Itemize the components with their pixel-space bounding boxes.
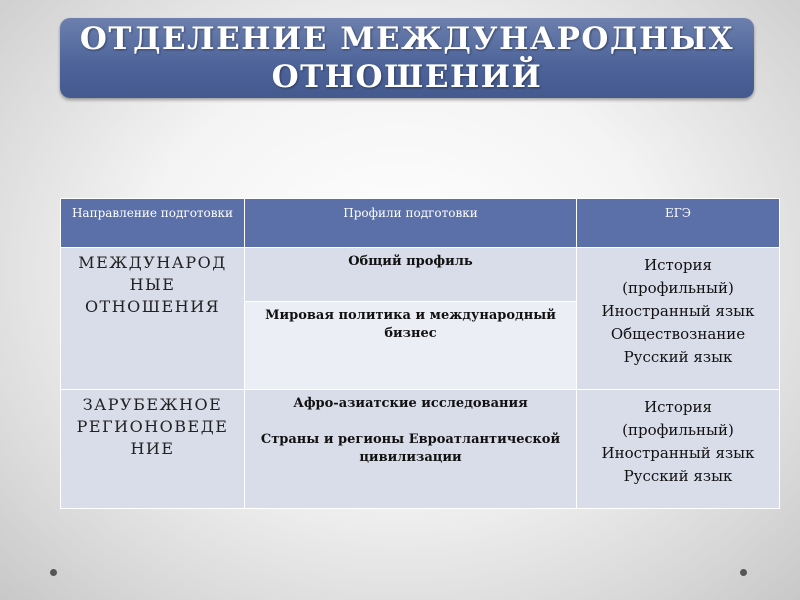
- profile-cell: [245, 302, 577, 390]
- exam-item: Обществознание: [610, 325, 746, 343]
- header-direction: Направление подготовки: [61, 199, 245, 248]
- table-header-row: [61, 199, 780, 248]
- exam-item: (профильный): [622, 279, 734, 297]
- exam-item: Русский язык: [623, 467, 733, 485]
- exam-item: История: [644, 256, 712, 274]
- table-row: [61, 248, 780, 302]
- title-line-1: ОТДЕЛЕНИЕ МЕЖДУНАРОДНЫХ: [79, 21, 735, 57]
- exam-item: История: [644, 398, 712, 416]
- direction-line: НИЕ: [130, 439, 175, 458]
- profile-cell: [245, 248, 577, 302]
- direction-cell: [61, 248, 245, 390]
- direction-cell: [61, 390, 245, 509]
- profile-label: Общий профиль: [348, 254, 473, 269]
- header-exams: ЕГЭ: [577, 199, 780, 248]
- program-table: [60, 198, 780, 509]
- direction-line: МЕЖДУНАРОД: [78, 253, 227, 272]
- profile-cell: [245, 390, 577, 509]
- bullet-dot-left: [50, 569, 57, 576]
- direction-line: РЕГИОНОВЕДЕ: [76, 417, 229, 436]
- exams-cell: [577, 390, 780, 509]
- exam-item: (профильный): [622, 421, 734, 439]
- bullet-dot-right: [740, 569, 747, 576]
- table-row: [61, 390, 780, 509]
- title-line-2: ОТНОШЕНИЙ: [271, 59, 543, 95]
- exam-item: Иностранный язык: [601, 302, 755, 320]
- direction-line: ОТНОШЕНИЯ: [84, 297, 221, 316]
- profile-label: Страны и регионы Евроатлантической цивилизации: [260, 432, 561, 465]
- exams-cell: [577, 248, 780, 390]
- profile-label: Афро-азиатские исследования: [293, 396, 528, 411]
- exam-item: Иностранный язык: [601, 444, 755, 462]
- profile-label: Мировая политика и международный бизнес: [265, 308, 556, 341]
- exam-item: Русский язык: [623, 348, 733, 366]
- direction-line: ЗАРУБЕЖНОЕ: [82, 395, 223, 414]
- header-profiles: Профили подготовки: [245, 199, 577, 248]
- direction-line: НЫЕ: [129, 275, 176, 294]
- title-banner: [60, 18, 754, 98]
- profile-spacer: [253, 413, 568, 431]
